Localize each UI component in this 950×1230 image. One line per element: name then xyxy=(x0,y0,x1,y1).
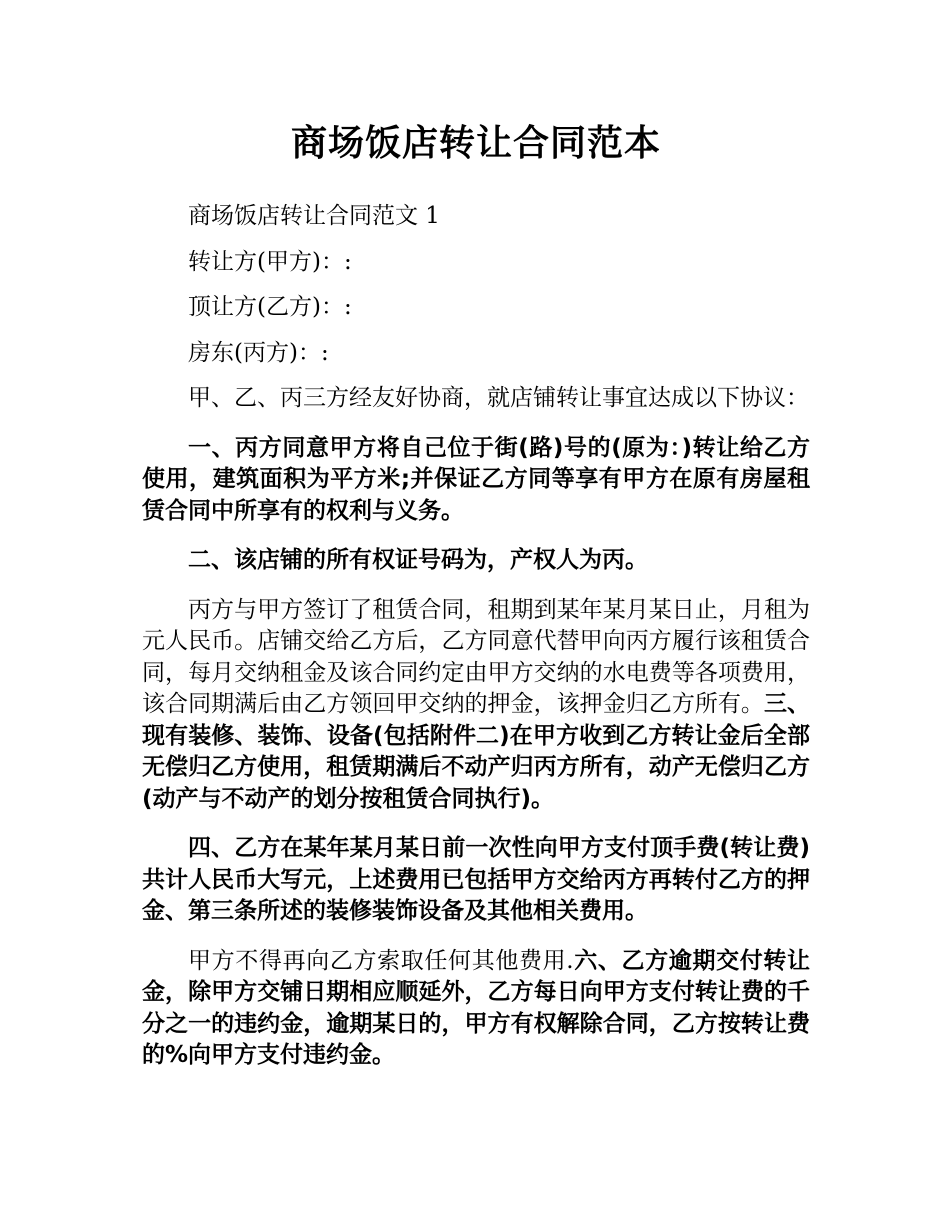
paragraph-party-a: 转让方(甲方)：: xyxy=(188,248,352,275)
no-extra-fee-text: 甲方不得再向乙方索取任何其他费用. xyxy=(188,947,574,974)
lease-details-text: 丙方与甲方签订了租赁合同，租期到某年某月某日止，月租为元人民币。店铺交给乙方后，乙方同意代替甲向丙方履行该租赁合同，每月交纳租金及该合同约定由甲方交纳的水电费等各项费用，该合同期满后由乙方领回甲交纳的押金，该押金归乙方所有。 xyxy=(142,596,810,717)
paragraph-clause-6 xyxy=(142,946,810,1072)
paragraph-subtitle: 商场饭店转让合同范文 1 xyxy=(188,203,440,229)
paragraph-lease-details xyxy=(142,595,810,816)
clause-3-text: 三、现有装修、装饰、设备(包括附件二)在甲方收到乙方转让金后全部无偿归乙方使用，租赁期满后不动产归丙方所有，动产无偿归乙方(动产与不动产的划分按租赁合同执行)。 xyxy=(142,691,811,812)
paragraph-intro: 甲、乙、丙三方经友好协商，就店铺转让事宜达成以下协议： xyxy=(188,385,809,411)
document-title: 商场饭店转让合同范本 xyxy=(290,123,661,164)
paragraph-clause-2: 二、该店铺的所有权证号码为，产权人为丙。 xyxy=(188,547,648,573)
paragraph-clause-4: 四、乙方在某年某月某日前一次性向甲方支付顶手费(转让费)共计人民币大写元，上述费用已包括甲方交给丙方再转付乙方的押金、第三条所述的装修装饰设备及其他相关费用。 xyxy=(142,835,810,924)
document-page xyxy=(142,0,810,1072)
paragraph-clause-1: 一、丙方同意甲方将自己位于街(路)号的(原为：)转让给乙方使用，建筑面积为平方米;并保证乙方同等享有甲方在原有房屋租赁合同中所享有的权利与义务。 xyxy=(142,434,810,524)
clause-6-text: 六、乙方逾期交付转让金，除甲方交铺日期相应顺延外，乙方每日向甲方支付转让费的千分之一的违约金，逾期某日的，甲方有权解除合同，乙方按转让费的%向甲方支付违约金。 xyxy=(142,947,811,1068)
paragraph-party-b: 顶让方(乙方)：: xyxy=(188,294,352,320)
paragraph-party-c: 房东(丙方)：: xyxy=(188,339,329,366)
